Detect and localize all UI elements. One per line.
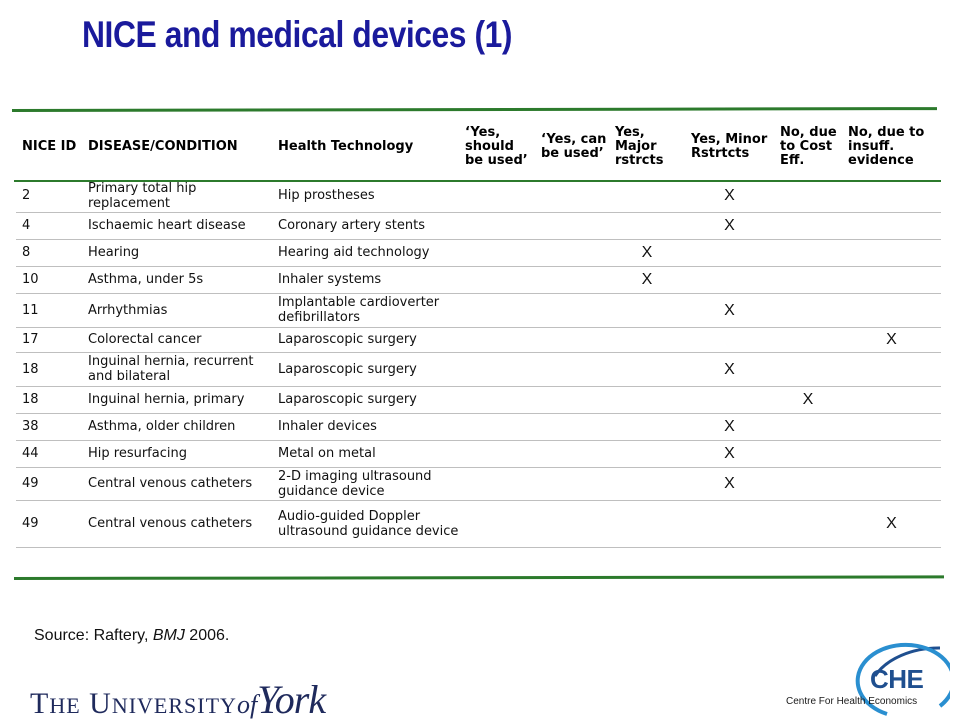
cell-can-be-used xyxy=(535,500,609,547)
cell-evidence xyxy=(842,293,941,327)
table-row xyxy=(16,327,941,352)
cell-should-be-used xyxy=(459,413,535,440)
cell-can-be-used xyxy=(535,293,609,327)
cell-disease: Asthma, under 5s xyxy=(82,266,272,293)
source-year: 2006. xyxy=(184,627,230,644)
cell-technology: Coronary artery stents xyxy=(272,212,459,239)
header-nice-id: NICE ID xyxy=(22,139,77,154)
cell-major xyxy=(609,327,685,352)
cell-disease: Colorectal cancer xyxy=(82,327,272,352)
cell-cost xyxy=(774,413,842,440)
table-row xyxy=(16,413,941,440)
cell-cost xyxy=(774,239,842,266)
cell-major xyxy=(609,212,685,239)
cell-nice-id: 18 xyxy=(16,386,82,413)
header-minor-restrictions: Yes, Minor Rstrtcts xyxy=(691,132,768,161)
cell-disease: Primary total hip replacement xyxy=(82,180,272,212)
cell-major xyxy=(609,180,685,212)
cell-technology: Inhaler systems xyxy=(272,266,459,293)
cell-disease: Central venous catheters xyxy=(82,467,272,500)
cell-technology: Metal on metal xyxy=(272,440,459,467)
table-row xyxy=(16,266,941,293)
cell-evidence xyxy=(842,386,941,413)
cell-can-be-used xyxy=(535,266,609,293)
table-row xyxy=(16,386,941,413)
cell-major xyxy=(609,293,685,327)
recommendation-mark: X xyxy=(685,180,774,212)
cell-cost xyxy=(774,352,842,386)
cell-evidence xyxy=(842,467,941,500)
cell-technology: Laparoscopic surgery xyxy=(272,386,459,413)
source-citation xyxy=(34,627,229,645)
cell-technology: Audio-guided Doppler ultrasound guidance device xyxy=(272,500,459,547)
cell-cost xyxy=(774,293,842,327)
cell-major xyxy=(609,500,685,547)
table-row xyxy=(16,239,941,266)
source-journal: BMJ xyxy=(152,627,185,644)
cell-evidence xyxy=(842,239,941,266)
recommendation-mark: X xyxy=(685,293,774,327)
source-prefix: Source: Raftery, xyxy=(34,627,153,644)
cell-disease: Inguinal hernia, recurrent and bilateral xyxy=(82,352,272,386)
cell-nice-id: 17 xyxy=(16,327,82,352)
cell-minor xyxy=(685,327,774,352)
cell-evidence xyxy=(842,180,941,212)
cell-can-be-used xyxy=(535,327,609,352)
cell-can-be-used xyxy=(535,467,609,500)
cell-evidence xyxy=(842,352,941,386)
cell-minor xyxy=(685,386,774,413)
cell-disease: Arrhythmias xyxy=(82,293,272,327)
cell-cost xyxy=(774,327,842,352)
slide-title: NICE and medical devices (1) xyxy=(82,14,513,55)
cell-technology: Laparoscopic surgery xyxy=(272,327,459,352)
york-logo-u: U xyxy=(89,687,112,720)
recommendation-mark: X xyxy=(685,467,774,500)
cell-should-be-used xyxy=(459,212,535,239)
table-row xyxy=(16,212,941,239)
cell-can-be-used xyxy=(535,212,609,239)
cell-nice-id: 38 xyxy=(16,413,82,440)
cell-should-be-used xyxy=(459,266,535,293)
recommendation-mark: X xyxy=(842,500,941,547)
cell-technology: Implantable cardioverter defibrillators xyxy=(272,293,459,327)
table-body xyxy=(16,180,941,547)
cell-should-be-used xyxy=(459,500,535,547)
recommendation-mark: X xyxy=(609,266,685,293)
table-header-row xyxy=(16,114,941,180)
table-row xyxy=(16,467,941,500)
cell-disease: Ischaemic heart disease xyxy=(82,212,272,239)
cell-major xyxy=(609,352,685,386)
cell-should-be-used xyxy=(459,352,535,386)
cell-disease: Central venous catheters xyxy=(82,500,272,547)
cell-can-be-used xyxy=(535,352,609,386)
cell-evidence xyxy=(842,413,941,440)
cell-cost xyxy=(774,440,842,467)
cell-can-be-used xyxy=(535,440,609,467)
cell-technology: Laparoscopic surgery xyxy=(272,352,459,386)
york-logo-t: T xyxy=(30,687,50,720)
cell-nice-id: 4 xyxy=(16,212,82,239)
header-should-be-used: ‘Yes, should be used’ xyxy=(465,125,528,168)
cell-cost xyxy=(774,180,842,212)
cell-evidence xyxy=(842,266,941,293)
cell-major xyxy=(609,440,685,467)
cell-major xyxy=(609,386,685,413)
cell-disease: Hip resurfacing xyxy=(82,440,272,467)
header-technology: Health Technology xyxy=(278,139,414,154)
cell-nice-id: 8 xyxy=(16,239,82,266)
cell-disease: Inguinal hernia, primary xyxy=(82,386,272,413)
cell-minor xyxy=(685,239,774,266)
table-top-rule xyxy=(12,107,937,112)
devices-table xyxy=(16,114,941,548)
cell-major xyxy=(609,413,685,440)
recommendation-mark: X xyxy=(685,440,774,467)
recommendation-mark: X xyxy=(774,386,842,413)
cell-evidence xyxy=(842,440,941,467)
table-row xyxy=(16,500,941,547)
cell-cost xyxy=(774,500,842,547)
recommendation-mark: X xyxy=(609,239,685,266)
cell-nice-id: 18 xyxy=(16,352,82,386)
che-logo-mark: CHE xyxy=(870,664,924,694)
cell-nice-id: 49 xyxy=(16,467,82,500)
cell-can-be-used xyxy=(535,180,609,212)
university-of-york-logo xyxy=(30,676,326,720)
cell-should-be-used xyxy=(459,293,535,327)
cell-nice-id: 11 xyxy=(16,293,82,327)
recommendation-mark: X xyxy=(685,352,774,386)
cell-technology: Hip prostheses xyxy=(272,180,459,212)
cell-technology: 2-D imaging ultrasound guidance device xyxy=(272,467,459,500)
cell-cost xyxy=(774,266,842,293)
recommendation-mark: X xyxy=(685,413,774,440)
york-logo-niversity: NIVERSITY xyxy=(111,693,237,718)
york-logo-of: of xyxy=(236,690,258,719)
header-can-be-used: ‘Yes, can be used’ xyxy=(541,132,607,161)
cell-minor xyxy=(685,500,774,547)
che-logo-subtitle: Centre For Health Economics xyxy=(786,696,918,707)
cell-should-be-used xyxy=(459,239,535,266)
cell-cost xyxy=(774,212,842,239)
table-row xyxy=(16,352,941,386)
table-bottom-rule xyxy=(14,575,944,580)
cell-should-be-used xyxy=(459,440,535,467)
table-row xyxy=(16,293,941,327)
header-no-evidence: No, due to insuff. evidence xyxy=(848,125,925,168)
header-disease: DISEASE/CONDITION xyxy=(88,139,238,154)
cell-disease: Asthma, older children xyxy=(82,413,272,440)
cell-minor xyxy=(685,266,774,293)
cell-nice-id: 2 xyxy=(16,180,82,212)
cell-should-be-used xyxy=(459,467,535,500)
york-logo-he: HE xyxy=(49,693,81,718)
cell-should-be-used xyxy=(459,180,535,212)
cell-technology: Inhaler devices xyxy=(272,413,459,440)
cell-major xyxy=(609,467,685,500)
recommendation-mark: X xyxy=(685,212,774,239)
cell-can-be-used xyxy=(535,239,609,266)
cell-should-be-used xyxy=(459,386,535,413)
cell-cost xyxy=(774,467,842,500)
table-row xyxy=(16,440,941,467)
york-logo-york: York xyxy=(257,677,326,720)
table-row xyxy=(16,180,941,212)
cell-should-be-used xyxy=(459,327,535,352)
recommendation-mark: X xyxy=(842,327,941,352)
cell-disease: Hearing xyxy=(82,239,272,266)
header-major-restrictions: Yes, Major rstrcts xyxy=(615,125,664,168)
cell-evidence xyxy=(842,212,941,239)
cell-nice-id: 44 xyxy=(16,440,82,467)
cell-can-be-used xyxy=(535,413,609,440)
cell-nice-id: 49 xyxy=(16,500,82,547)
cell-can-be-used xyxy=(535,386,609,413)
cell-technology: Hearing aid technology xyxy=(272,239,459,266)
header-no-cost: No, due to Cost Eff. xyxy=(780,125,837,168)
cell-nice-id: 10 xyxy=(16,266,82,293)
